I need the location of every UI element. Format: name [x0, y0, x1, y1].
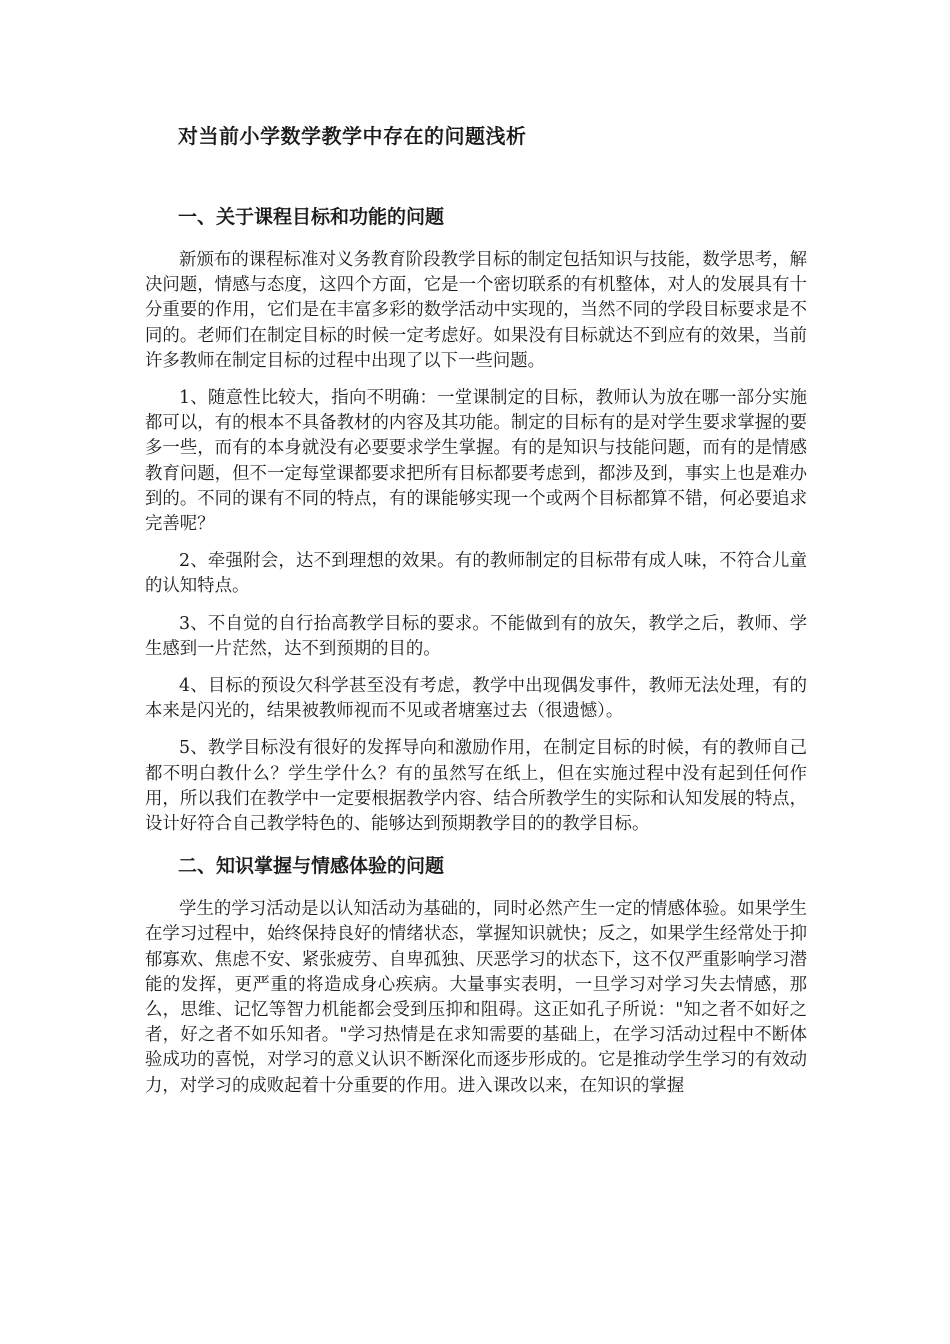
- paragraph: 学生的学习活动是以认知活动为基础的，同时必然产生一定的情感体验。如果学生在学习过程中，始终保持良好的情绪状态，掌握知识就快；反之，如果学生经常处于抑郁寡欢、焦虑不安、紧张疲劳、自卑孤独、厌恶学习的状态下，这不仅严重影响学习潜能的发挥，更严重的将造成身心疾病。大量事实表明，一旦学习对学习失去情感，那么，思维、记忆等智力机能都会受到压抑和阻碍。这正如孔子所说："知之者不如好之者，好之者不如乐知者。"学习热情是在求知需要的基础上，在学习活动过程中不断体验成功的喜悦，对学习的意义认识不断深化而逐步形成的。它是推动学生学习的有效动力，对学习的成败起着十分重要的作用。进入课改以来，在知识的掌握: [145, 899, 807, 1096]
- paragraph: 新颁布的课程标准对义务教育阶段教学目标的制定包括知识与技能，数学思考，解决问题，情感与态度，这四个方面，它是一个密切联系的有机整体，对人的发展具有十分重要的作用，它们是在丰富多彩的数学活动中实现的，当然不同的学段目标要求是不同的。老师们在制定目标的时候一定考虑好。如果没有目标就达不到应有的效果，当前许多教师在制定目标的过程中出现了以下一些问题。: [145, 250, 807, 371]
- document-title: 对当前小学数学教学中存在的问题浅析: [178, 124, 527, 148]
- paragraph: 5、教学目标没有很好的发挥导向和激励作用，在制定目标的时候，有的教师自己都不明白教什么？学生学什么？有的虽然写在纸上，但在实施过程中没有起到任何作用，所以我们在教学中一定要根据教学内容、结合所教学生的实际和认知发展的特点，设计好符合自己教学特色的、能够达到预期教学目的的教学目标。: [145, 738, 807, 835]
- paragraph: 3、不自觉的自行抬高教学目标的要求。不能做到有的放矢，教学之后，教师、学生感到一片茫然，达不到预期的目的。: [145, 613, 807, 659]
- section-heading-1: 一、关于课程目标和功能的问题: [178, 206, 445, 228]
- paragraph: 4、目标的预设欠科学甚至没有考虑，教学中出现偶发事件，教师无法处理，有的本来是闪光的，结果被教师视而不见或者塘塞过去（很遗憾）。: [145, 676, 807, 722]
- document-page: [145, 118, 807, 1111]
- paragraph: 2、牵强附会，达不到理想的效果。有的教师制定的目标带有成人味，不符合儿童的认知特点。: [145, 551, 807, 597]
- section-heading-2: 二、知识掌握与情感体验的问题: [178, 855, 445, 878]
- paragraph: 1、随意性比较大，指向不明确：一堂课制定的目标，教师认为放在哪一部分实施都可以，有的根本不具备教材的内容及其功能。制定的目标有的是对学生要求掌握的要多一些，而有的本身就没有必要要求学生掌握。有的是知识与技能问题，而有的是情感教育问题，但不一定每堂课都要求把所有目标都要考虑到，都涉及到，事实上也是难办到的。不同的课有不同的特点，有的课能够实现一个或两个目标都算不错，何必要追求完善呢？: [145, 388, 807, 535]
